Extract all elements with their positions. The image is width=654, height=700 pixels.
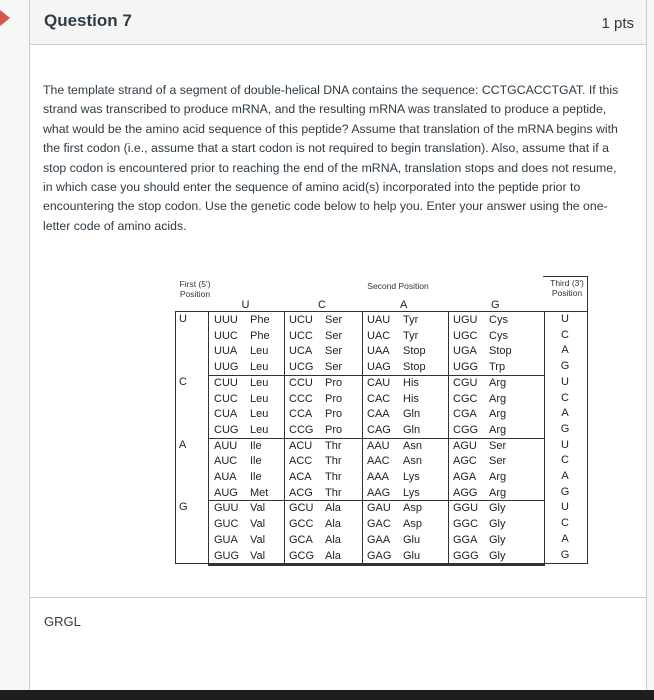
codon-cell bbox=[361, 548, 447, 564]
amino-acid: Pro bbox=[325, 392, 343, 405]
codon: CUG bbox=[214, 423, 239, 436]
amino-acid: Met bbox=[250, 486, 269, 499]
codon: GGA bbox=[453, 533, 478, 546]
codon-cell bbox=[208, 485, 283, 501]
codon-cell bbox=[208, 438, 283, 454]
codon-cell bbox=[283, 438, 361, 454]
codon: CCA bbox=[289, 408, 313, 421]
codon-cell bbox=[361, 469, 447, 485]
codon: GUA bbox=[214, 533, 238, 546]
codon: CGC bbox=[453, 392, 478, 405]
third-position-letter: C bbox=[561, 517, 569, 530]
codon-cell bbox=[208, 406, 283, 422]
codon: UAU bbox=[367, 314, 391, 326]
third-position-letter: U bbox=[561, 313, 569, 325]
codon: CGU bbox=[453, 376, 478, 389]
codon-cell bbox=[208, 375, 283, 391]
amino-acid: Stop bbox=[489, 345, 512, 358]
codon: AUC bbox=[214, 455, 238, 468]
amino-acid: Trp bbox=[489, 361, 506, 374]
codon-cell bbox=[447, 343, 543, 359]
amino-acid: Ser bbox=[325, 345, 343, 358]
second-position-letter: C bbox=[318, 299, 326, 311]
amino-acid: Glu bbox=[403, 533, 421, 546]
codon: CAA bbox=[367, 408, 390, 421]
codon-cell bbox=[283, 500, 361, 516]
codon-cell bbox=[447, 548, 543, 564]
amino-acid: Ile bbox=[250, 455, 262, 468]
second-position-letter: U bbox=[241, 299, 250, 311]
codon-cell bbox=[283, 516, 361, 532]
codon-cell bbox=[283, 532, 361, 548]
current-question-marker-icon bbox=[0, 10, 10, 26]
codon-cell bbox=[283, 548, 361, 564]
codon-cell bbox=[447, 438, 543, 454]
second-position-letter: G bbox=[491, 299, 500, 311]
codon-cell bbox=[447, 453, 543, 469]
codon: ACG bbox=[289, 486, 313, 499]
codon: AUA bbox=[214, 471, 237, 483]
codon-cell bbox=[361, 422, 447, 438]
question-title: Question 7 bbox=[44, 11, 132, 30]
amino-acid: Stop bbox=[403, 361, 426, 374]
amino-acid: Phe bbox=[250, 314, 270, 326]
amino-acid: Gln bbox=[403, 423, 421, 436]
third-position-letter: A bbox=[561, 470, 569, 482]
amino-acid: Asp bbox=[403, 502, 422, 515]
amino-acid: Gly bbox=[489, 549, 506, 562]
amino-acid: Cys bbox=[489, 314, 508, 326]
codon: UCG bbox=[289, 361, 314, 374]
codon-cell bbox=[361, 406, 447, 422]
codon-cell bbox=[447, 391, 543, 407]
codon: UCU bbox=[289, 314, 313, 326]
amino-acid: Thr bbox=[325, 455, 342, 468]
question-card bbox=[29, 0, 647, 691]
codon-cell bbox=[447, 500, 543, 516]
codon-cell bbox=[447, 359, 543, 375]
table-border-line bbox=[543, 276, 588, 277]
codon-cell bbox=[361, 453, 447, 469]
amino-acid: Gly bbox=[489, 533, 506, 546]
codon-cell bbox=[283, 343, 361, 359]
amino-acid: Leu bbox=[250, 376, 269, 389]
codon-cell bbox=[208, 532, 283, 548]
codon: GAG bbox=[367, 549, 392, 562]
third-position-letter: U bbox=[561, 438, 569, 451]
codon-cell bbox=[208, 500, 283, 516]
amino-acid: Cys bbox=[489, 329, 508, 342]
codon: AAU bbox=[367, 439, 390, 452]
amino-acid: Phe bbox=[250, 329, 270, 342]
codon: CUC bbox=[214, 392, 238, 405]
codon: GCC bbox=[289, 518, 314, 531]
codon: CUA bbox=[214, 408, 238, 421]
amino-acid: His bbox=[403, 392, 419, 405]
codon-cell bbox=[361, 312, 447, 328]
codon-cell bbox=[361, 343, 447, 359]
amino-acid: Glu bbox=[403, 549, 421, 562]
codon-cell bbox=[361, 516, 447, 532]
amino-acid: Lys bbox=[403, 486, 420, 499]
amino-acid: Ala bbox=[325, 518, 341, 531]
third-position-letter: U bbox=[561, 501, 569, 514]
codon-cell bbox=[361, 438, 447, 454]
codon: AGA bbox=[453, 471, 477, 483]
amino-acid: Thr bbox=[325, 471, 342, 483]
amino-acid: Ser bbox=[325, 329, 343, 342]
codon-cell bbox=[208, 516, 283, 532]
table-border-line bbox=[543, 311, 588, 312]
codon: AGU bbox=[453, 439, 477, 452]
answer-value: GRGL bbox=[44, 614, 81, 629]
amino-acid: Arg bbox=[489, 486, 507, 499]
codon-cell bbox=[283, 375, 361, 391]
codon: CCG bbox=[289, 423, 314, 436]
codon-cell bbox=[447, 328, 543, 344]
codon: CAU bbox=[367, 376, 391, 389]
codon-cell bbox=[447, 312, 543, 328]
codon-cell bbox=[208, 469, 283, 485]
codon: GUU bbox=[214, 502, 239, 515]
codon-cell bbox=[208, 312, 283, 328]
amino-acid: Lys bbox=[403, 471, 420, 483]
codon-cell bbox=[283, 485, 361, 501]
third-position-letter: A bbox=[561, 344, 569, 357]
third-position-letter: C bbox=[561, 328, 569, 341]
codon: AUU bbox=[214, 439, 238, 452]
codon: AAG bbox=[367, 486, 391, 499]
codon-cell bbox=[447, 469, 543, 485]
codon-cell bbox=[208, 548, 283, 564]
codon: GUC bbox=[214, 518, 239, 531]
codon-cell bbox=[208, 422, 283, 438]
codon-cell bbox=[208, 391, 283, 407]
codon: AGC bbox=[453, 455, 477, 468]
codon: UAG bbox=[367, 361, 391, 374]
codon: GCG bbox=[289, 549, 315, 562]
amino-acid: Ser bbox=[489, 455, 507, 468]
codon: UCC bbox=[289, 329, 313, 342]
answer-area[interactable] bbox=[30, 597, 646, 690]
amino-acid: Pro bbox=[325, 376, 343, 389]
codon: GAU bbox=[367, 502, 391, 515]
first-position-letter: A bbox=[179, 438, 187, 451]
genetic-code-table bbox=[175, 276, 591, 572]
amino-acid: Leu bbox=[250, 408, 269, 421]
third-position-letter: A bbox=[561, 407, 569, 420]
codon-cell bbox=[361, 532, 447, 548]
codon-cell bbox=[283, 391, 361, 407]
codon: ACA bbox=[289, 471, 312, 483]
codon: CCU bbox=[289, 376, 313, 389]
amino-acid: Stop bbox=[403, 345, 426, 358]
codon: UAC bbox=[367, 329, 391, 342]
third-position-letter: G bbox=[560, 548, 570, 561]
codon-cell bbox=[283, 406, 361, 422]
codon: GUG bbox=[214, 549, 240, 562]
table-border-line bbox=[587, 276, 588, 564]
codon-cell bbox=[283, 359, 361, 375]
amino-acid: Ala bbox=[325, 533, 341, 546]
third-position-letter: G bbox=[560, 422, 570, 435]
third-position-letter: C bbox=[561, 391, 569, 404]
amino-acid: Arg bbox=[489, 423, 507, 436]
codon-cell bbox=[447, 406, 543, 422]
codon: GGU bbox=[453, 502, 479, 515]
codon-cell bbox=[361, 328, 447, 344]
second-position-letter: A bbox=[400, 299, 408, 311]
question-text: The template strand of a segment of double-helical DNA contains the sequence: CCTGCACCTGAT. If this strand was transcribed to produce mRNA, and the resulting mRNA was translated to produce a peptide, what would be the amino acid sequence of this peptide? Assume that translation of the mRNA begins with the first codon (i.e., assume that a start codon is not required to begin translation). Also, assume that if a stop codon is encountered prior to reaching the end of the mRNA, translation stops and does not resume, in which case you should enter the sequence of amino acid(s) incorporated into the peptide prior to encountering the stop codon. Use the genetic code below to help you. Enter your answer using the one-letter code of amino acids. bbox=[43, 83, 619, 233]
codon: CAG bbox=[367, 423, 391, 436]
question-points: 1 pts bbox=[601, 15, 634, 32]
amino-acid: Gly bbox=[489, 502, 506, 515]
codon: CUU bbox=[214, 376, 238, 389]
amino-acid: Val bbox=[250, 502, 266, 515]
codon: CCC bbox=[289, 392, 313, 405]
amino-acid: Val bbox=[250, 518, 266, 531]
codon: UGA bbox=[453, 345, 477, 358]
codon-cell bbox=[447, 516, 543, 532]
amino-acid: Arg bbox=[489, 408, 507, 421]
codon: CGA bbox=[453, 408, 477, 421]
codon: GCA bbox=[289, 533, 313, 546]
codon: GGG bbox=[453, 549, 479, 562]
amino-acid: His bbox=[403, 376, 419, 389]
codon: AAA bbox=[367, 471, 390, 483]
amino-acid: Tyr bbox=[403, 329, 419, 342]
codon: GAA bbox=[367, 533, 391, 546]
codon: GCU bbox=[289, 502, 314, 515]
amino-acid: Arg bbox=[489, 471, 507, 483]
amino-acid: Asp bbox=[403, 518, 422, 531]
codon: AAC bbox=[367, 455, 390, 468]
table-border-line bbox=[175, 311, 209, 312]
third-position-letter: A bbox=[561, 532, 569, 545]
amino-acid: Ala bbox=[325, 549, 341, 562]
amino-acid: Ala bbox=[325, 502, 341, 515]
codon: AGG bbox=[453, 486, 478, 499]
codon: UGC bbox=[453, 329, 478, 342]
codon: UUC bbox=[214, 329, 238, 342]
codon-cell bbox=[283, 469, 361, 485]
amino-acid: Val bbox=[250, 533, 266, 546]
amino-acid: Arg bbox=[489, 376, 507, 389]
codon: GAC bbox=[367, 518, 391, 531]
codon-cell bbox=[447, 532, 543, 548]
bottom-bar bbox=[0, 690, 654, 700]
first-position-letter: C bbox=[179, 375, 187, 388]
amino-acid: Ile bbox=[250, 471, 262, 483]
third-position-header: Third (3') Position bbox=[550, 278, 584, 298]
amino-acid: Leu bbox=[250, 345, 269, 358]
codon: ACC bbox=[289, 455, 313, 468]
amino-acid: Ser bbox=[489, 439, 507, 452]
amino-acid: Thr bbox=[325, 439, 342, 452]
amino-acid: Thr bbox=[325, 486, 342, 499]
amino-acid: Gln bbox=[403, 408, 421, 421]
codon-cell bbox=[447, 422, 543, 438]
amino-acid: Leu bbox=[250, 361, 269, 374]
codon: UCA bbox=[289, 345, 313, 358]
codon-cell bbox=[283, 312, 361, 328]
codon: UUG bbox=[214, 361, 239, 374]
codon-cell bbox=[447, 375, 543, 391]
amino-acid: Pro bbox=[325, 423, 343, 436]
codon: UUA bbox=[214, 345, 238, 358]
third-position-letter: G bbox=[560, 360, 570, 373]
codon: UAA bbox=[367, 345, 390, 358]
amino-acid: Tyr bbox=[403, 314, 419, 326]
codon-cell bbox=[361, 375, 447, 391]
second-position-header: Second Position bbox=[367, 281, 429, 291]
codon-cell bbox=[283, 422, 361, 438]
table-border-line bbox=[175, 311, 176, 563]
codon-cell bbox=[361, 359, 447, 375]
amino-acid: Asn bbox=[403, 439, 422, 452]
amino-acid: Ser bbox=[325, 361, 343, 374]
codon: UUU bbox=[214, 314, 238, 326]
first-position-letter: U bbox=[179, 313, 187, 325]
codon: GGC bbox=[453, 518, 479, 531]
third-position-letter: C bbox=[561, 454, 569, 467]
codon-cell bbox=[361, 500, 447, 516]
codon: UGG bbox=[453, 361, 479, 374]
amino-acid: Leu bbox=[250, 423, 269, 436]
codon-cell bbox=[208, 343, 283, 359]
codon: ACU bbox=[289, 439, 313, 452]
codon-cell bbox=[447, 485, 543, 501]
codon: UGU bbox=[453, 314, 478, 326]
first-position-header: First (5') Position bbox=[179, 279, 211, 299]
amino-acid: Leu bbox=[250, 392, 269, 405]
question-header bbox=[30, 0, 646, 45]
codon-cell bbox=[361, 391, 447, 407]
first-position-letter: G bbox=[179, 501, 188, 514]
amino-acid: Arg bbox=[489, 392, 507, 405]
amino-acid: Gly bbox=[489, 518, 506, 531]
amino-acid: Ile bbox=[250, 439, 262, 452]
amino-acid: Ser bbox=[325, 314, 343, 326]
amino-acid: Pro bbox=[325, 408, 343, 421]
codon-cell bbox=[283, 328, 361, 344]
codon: CGG bbox=[453, 423, 479, 436]
codon-cell bbox=[208, 359, 283, 375]
codon-cell bbox=[361, 485, 447, 501]
third-position-letter: G bbox=[560, 485, 570, 498]
amino-acid: Asn bbox=[403, 455, 422, 468]
codon: CAC bbox=[367, 392, 391, 405]
codon: AUG bbox=[214, 486, 238, 499]
codon-cell bbox=[208, 328, 283, 344]
codon-cell bbox=[208, 453, 283, 469]
codon-cell bbox=[283, 453, 361, 469]
third-position-letter: U bbox=[561, 375, 569, 388]
amino-acid: Val bbox=[250, 549, 266, 562]
